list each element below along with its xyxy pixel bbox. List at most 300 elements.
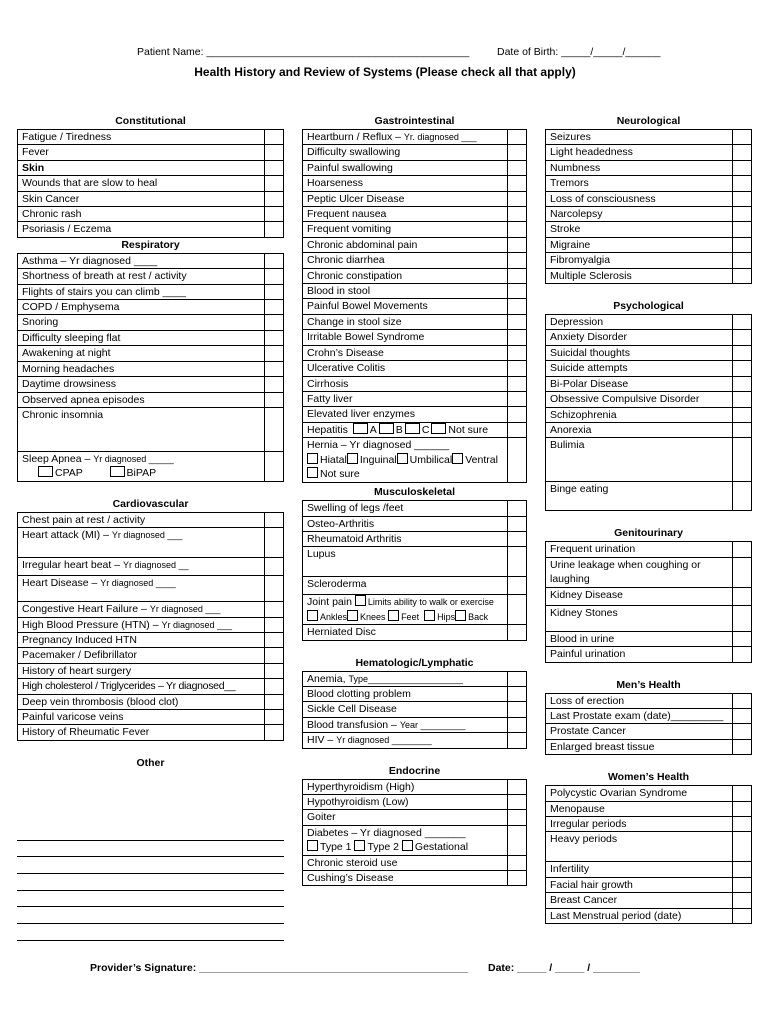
checkbox[interactable]: [508, 207, 527, 222]
inguinal-checkbox[interactable]: [347, 453, 358, 464]
column-middle: [302, 114, 527, 886]
date-of-birth-field[interactable]: Date of Birth: _____/_____/______: [497, 46, 661, 58]
table-row: [303, 686, 527, 701]
item-label: Skin Cancer: [18, 191, 265, 206]
cpap-label: CPAP: [55, 467, 83, 480]
checkbox[interactable]: [733, 693, 752, 708]
item-label: Cushing’s Disease: [303, 871, 508, 886]
table-row: [546, 877, 752, 892]
constitutional-title: Constitutional: [115, 115, 186, 127]
item-label: High cholesterol / Triglycerides – Yr diagnosed__: [18, 679, 265, 694]
checkbox[interactable]: [265, 663, 284, 678]
item-label: Schizophrenia: [546, 407, 733, 422]
checkbox[interactable]: [265, 617, 284, 632]
checkbox[interactable]: [733, 893, 752, 908]
table-row: [18, 648, 284, 663]
table-row: [546, 145, 752, 160]
chf-cell: [18, 602, 265, 617]
ankles-checkbox[interactable]: [307, 610, 318, 621]
checkbox[interactable]: [508, 871, 527, 886]
checkbox[interactable]: [265, 602, 284, 617]
table-row: [303, 422, 527, 437]
table-row: [303, 795, 527, 810]
table-row: [303, 717, 527, 732]
gastrointestinal-table: [302, 129, 527, 483]
table-row: [303, 825, 527, 855]
item-label: Last Prostate exam (date)_________: [546, 708, 733, 723]
checkbox[interactable]: [733, 605, 752, 631]
checkbox[interactable]: [733, 786, 752, 801]
checkbox[interactable]: [508, 702, 527, 717]
page-title: Health History and Review of Systems (Please check all that apply): [194, 65, 576, 79]
item-label: Irregular periods: [546, 816, 733, 831]
table-row: [546, 605, 752, 631]
htn-cell: [18, 617, 265, 632]
write-line[interactable]: [17, 824, 284, 841]
checkbox[interactable]: [733, 422, 752, 437]
knees-checkbox[interactable]: [347, 610, 358, 621]
item-label: COPD / Emphysema: [18, 300, 265, 315]
checkbox[interactable]: [733, 145, 752, 160]
checkbox[interactable]: [508, 268, 527, 283]
respiratory-table: [17, 253, 284, 482]
womens-health-title: Women’s Health: [607, 771, 690, 784]
hernia-not-sure-label: Not sure: [320, 467, 360, 480]
checkbox[interactable]: [265, 407, 284, 451]
table-row: [18, 176, 284, 191]
hematologic-title: Hematologic/Lymphatic: [355, 656, 474, 669]
checkbox[interactable]: [508, 222, 527, 237]
item-label: Frequent vomiting: [303, 222, 508, 237]
table-row: [18, 602, 284, 617]
table-row: [546, 191, 752, 206]
checkbox[interactable]: [508, 145, 527, 160]
item-label: Asthma – Yr diagnosed ____: [18, 253, 265, 268]
checkbox[interactable]: [508, 625, 527, 640]
limits-label: Limits ability to walk or exercise: [367, 597, 494, 608]
checkbox[interactable]: [733, 647, 752, 662]
hepatitis-a-label: A: [369, 423, 377, 436]
year-field: Yr diagnosed ___: [149, 604, 221, 615]
table-row: [18, 679, 284, 694]
table-row: [18, 617, 284, 632]
write-line[interactable]: [17, 891, 284, 908]
gestational-checkbox[interactable]: [402, 840, 413, 851]
checkbox[interactable]: [733, 862, 752, 877]
table-row: [546, 176, 752, 191]
item-label: Enlarged breast tissue: [546, 739, 733, 754]
checkbox[interactable]: [733, 253, 752, 268]
table-row: [546, 130, 752, 145]
item-label: Awakening at night: [18, 346, 265, 361]
item-label: Herniated Disc: [303, 625, 508, 640]
checkbox[interactable]: [265, 284, 284, 299]
feet-checkbox[interactable]: [388, 610, 399, 621]
checkbox[interactable]: [508, 391, 527, 406]
checkbox[interactable]: [508, 516, 527, 531]
checkbox[interactable]: [265, 207, 284, 222]
checkbox[interactable]: [265, 709, 284, 724]
checkbox[interactable]: [508, 671, 527, 686]
checkbox[interactable]: [265, 648, 284, 663]
table-row: [546, 724, 752, 739]
table-row: [18, 451, 284, 481]
hepatitis-c-checkbox[interactable]: [405, 423, 420, 434]
signature-date-field[interactable]: Date: _____ / _____ / ________: [488, 962, 640, 974]
limits-checkbox[interactable]: [355, 595, 366, 606]
checkbox[interactable]: [508, 577, 527, 595]
table-row: [303, 130, 527, 145]
checkbox[interactable]: [265, 377, 284, 392]
checkbox[interactable]: [508, 733, 527, 748]
checkbox[interactable]: [265, 145, 284, 160]
hips-checkbox[interactable]: [424, 610, 435, 621]
musculoskeletal-title: Musculoskeletal: [373, 486, 456, 499]
write-line[interactable]: [17, 841, 284, 858]
checkbox[interactable]: [508, 547, 527, 577]
item-label: Hoarseness: [303, 176, 508, 191]
checkbox[interactable]: [265, 361, 284, 376]
type2-label: Type 2: [367, 841, 399, 854]
item-label: High Blood Pressure (HTN) –: [22, 618, 162, 631]
checkbox[interactable]: [508, 855, 527, 870]
checkbox[interactable]: [508, 361, 527, 376]
checkbox[interactable]: [733, 708, 752, 723]
checkbox[interactable]: [508, 825, 527, 855]
gastrointestinal-title: Gastrointestinal: [374, 115, 455, 127]
checkbox[interactable]: [733, 908, 752, 923]
table-row: [546, 862, 752, 877]
item-label: Fever: [18, 145, 265, 160]
table-row: [546, 693, 752, 708]
checkbox[interactable]: [733, 268, 752, 283]
item-label: History of heart surgery: [18, 663, 265, 678]
hernia-label: Hernia – Yr diagnosed ______: [307, 439, 450, 452]
item-label: History of Rheumatic Fever: [18, 725, 265, 740]
checkbox[interactable]: [508, 253, 527, 268]
checkbox[interactable]: [265, 451, 284, 481]
endocrine-title: Endocrine: [388, 764, 441, 777]
item-label: Daytime drowsiness: [18, 377, 265, 392]
checkbox[interactable]: [265, 253, 284, 268]
table-row: [303, 702, 527, 717]
table-row: [303, 376, 527, 391]
item-label: Pacemaker / Defibrillator: [18, 648, 265, 663]
checkbox[interactable]: [733, 237, 752, 252]
item-label: Deep vein thrombosis (blood clot): [18, 694, 265, 709]
hepatitis-label: Hepatitis: [307, 423, 348, 436]
checkbox[interactable]: [733, 392, 752, 407]
table-row: [18, 377, 284, 392]
hepatitis-cell: [303, 422, 508, 437]
back-checkbox[interactable]: [455, 610, 466, 621]
checkbox[interactable]: [733, 160, 752, 175]
checkbox[interactable]: [265, 632, 284, 647]
hernia-not-sure-checkbox[interactable]: [307, 467, 318, 478]
item-label: Snoring: [18, 315, 265, 330]
table-row: [303, 345, 527, 360]
item-label: Irritable Bowel Syndrome: [303, 330, 508, 345]
hepatitis-b-checkbox[interactable]: [379, 423, 394, 434]
checkbox[interactable]: [265, 315, 284, 330]
item-label: Chronic abdominal pain: [303, 237, 508, 252]
inguinal-label: Inguinal: [359, 453, 397, 466]
item-label: Crohn’s Disease: [303, 345, 508, 360]
checkbox[interactable]: [265, 528, 284, 558]
item-label: Light headedness: [546, 145, 733, 160]
table-row: [303, 595, 527, 625]
heart-attack-cell: [18, 528, 265, 558]
checkbox[interactable]: [265, 191, 284, 206]
checkbox[interactable]: [265, 269, 284, 284]
table-row: [546, 587, 752, 605]
table-row: [546, 557, 752, 587]
table-row: [546, 482, 752, 511]
checkbox[interactable]: [733, 176, 752, 191]
constitutional-table: [17, 129, 284, 238]
checkbox[interactable]: [265, 558, 284, 576]
checkbox[interactable]: [733, 376, 752, 391]
checkbox[interactable]: [508, 284, 527, 299]
checkbox[interactable]: [733, 877, 752, 892]
checkbox[interactable]: [733, 587, 752, 605]
table-row: [546, 345, 752, 360]
type2-checkbox[interactable]: [354, 840, 365, 851]
item-label: Numbness: [546, 160, 733, 175]
table-row: [546, 330, 752, 345]
item-label: Depression: [546, 315, 733, 330]
table-row: [546, 422, 752, 437]
checkbox[interactable]: [265, 330, 284, 345]
item-label: Migraine: [546, 237, 733, 252]
item-label: Shortness of breath at rest / activity: [18, 269, 265, 284]
table-row: [546, 207, 752, 222]
diabetes-cell: [303, 825, 508, 855]
checkbox[interactable]: [508, 595, 527, 625]
table-row: [18, 269, 284, 284]
item-label: Blood transfusion –: [307, 718, 400, 731]
checkbox[interactable]: [508, 407, 527, 422]
checkbox[interactable]: [733, 130, 752, 145]
item-label: Urine leakage when coughing or laughing: [546, 557, 733, 587]
checkbox[interactable]: [733, 361, 752, 376]
checkbox[interactable]: [265, 300, 284, 315]
item-label: Blood in urine: [546, 631, 733, 646]
item-label: Lupus: [303, 547, 508, 577]
checkbox[interactable]: [508, 376, 527, 391]
table-row: [18, 528, 284, 558]
item-label: Ulcerative Colitis: [303, 361, 508, 376]
psychological-title: Psychological: [613, 300, 684, 313]
endocrine-table: [302, 779, 527, 887]
checkbox[interactable]: [733, 542, 752, 557]
item-label: Heart Disease –: [22, 577, 101, 590]
year-field: Yr. diagnosed ___: [403, 132, 477, 142]
bipap-checkbox[interactable]: [110, 466, 125, 477]
item-label: Heartburn / Reflux –: [307, 131, 404, 143]
table-row: [18, 694, 284, 709]
type-field: Type___________________: [348, 673, 464, 684]
table-row: [546, 222, 752, 237]
cpap-checkbox[interactable]: [38, 466, 53, 477]
table-row: [18, 663, 284, 678]
checkbox[interactable]: [265, 222, 284, 237]
table-row: [18, 160, 284, 175]
item-label: Blood in stool: [303, 284, 508, 299]
item-label: Fatty liver: [303, 391, 508, 406]
item-label: Rheumatoid Arthritis: [303, 531, 508, 546]
item-label: Fatigue / Tiredness: [18, 130, 265, 145]
item-label: Binge eating: [546, 482, 733, 511]
table-row: [546, 253, 752, 268]
checkbox[interactable]: [733, 315, 752, 330]
item-label: Fibromyalgia: [546, 253, 733, 268]
checkbox[interactable]: [508, 810, 527, 825]
checkbox[interactable]: [508, 345, 527, 360]
checkbox[interactable]: [733, 557, 752, 587]
item-label: Morning headaches: [18, 361, 265, 376]
table-row: [303, 671, 527, 686]
item-label: Narcolepsy: [546, 207, 733, 222]
mens-health-table: [545, 693, 752, 756]
table-row: [18, 512, 284, 527]
item-label: Observed apnea episodes: [18, 392, 265, 407]
hiatal-checkbox[interactable]: [307, 453, 318, 464]
checkbox[interactable]: [733, 724, 752, 739]
table-row: [546, 237, 752, 252]
feet-label: Feet: [401, 611, 420, 622]
checkbox[interactable]: [508, 438, 527, 483]
item-label: Multiple Sclerosis: [546, 268, 733, 283]
table-row: [303, 330, 527, 345]
checkbox[interactable]: [508, 191, 527, 206]
checkbox[interactable]: [508, 795, 527, 810]
sleep-apnea-year: Yr diagnosed _____: [93, 453, 174, 464]
checkbox[interactable]: [508, 501, 527, 516]
checkbox[interactable]: [265, 130, 284, 145]
anemia-cell: [303, 671, 508, 686]
checkbox[interactable]: [733, 739, 752, 754]
type1-checkbox[interactable]: [307, 840, 318, 851]
knees-label: Knees: [360, 611, 386, 622]
checkbox[interactable]: [508, 717, 527, 732]
checkbox[interactable]: [733, 330, 752, 345]
item-label: Bi-Polar Disease: [546, 376, 733, 391]
irregular-cell: [18, 558, 265, 576]
item-label: Goiter: [303, 810, 508, 825]
ventral-checkbox[interactable]: [452, 453, 463, 464]
checkbox[interactable]: [265, 725, 284, 740]
checkbox[interactable]: [508, 686, 527, 701]
umbilical-checkbox[interactable]: [397, 453, 408, 464]
checkbox[interactable]: [733, 191, 752, 206]
checkbox[interactable]: [733, 407, 752, 422]
write-line[interactable]: [17, 924, 284, 941]
checkbox[interactable]: [508, 176, 527, 191]
item-label: Bulimia: [546, 438, 733, 482]
skin-title: Skin: [18, 160, 265, 175]
checkbox[interactable]: [265, 176, 284, 191]
checkbox[interactable]: [265, 392, 284, 407]
sleep-apnea-cell: [18, 451, 265, 481]
checkbox[interactable]: [733, 631, 752, 646]
table-row: [546, 438, 752, 482]
table-row: [18, 207, 284, 222]
checkbox[interactable]: [508, 779, 527, 794]
table-row: [18, 361, 284, 376]
table-row: [18, 330, 284, 345]
item-label: Frequent nausea: [303, 207, 508, 222]
hepatitis-not-sure-checkbox[interactable]: [431, 423, 446, 434]
item-label: Infertility: [546, 862, 733, 877]
other-write-lines[interactable]: [17, 824, 284, 941]
checkbox[interactable]: [733, 438, 752, 482]
checkbox[interactable]: [508, 531, 527, 546]
checkbox[interactable]: [508, 160, 527, 175]
checkbox[interactable]: [265, 679, 284, 694]
table-row: [303, 268, 527, 283]
checkbox[interactable]: [508, 130, 527, 145]
checkbox[interactable]: [265, 512, 284, 527]
genitourinary-title: Genitourinary: [614, 527, 683, 540]
hernia-cell: [303, 438, 508, 483]
table-row: [18, 130, 284, 145]
checkbox[interactable]: [265, 694, 284, 709]
table-row: [303, 391, 527, 406]
checkbox[interactable]: [733, 482, 752, 511]
table-row: [546, 392, 752, 407]
table-row: [18, 392, 284, 407]
item-label: Osteo-Arthritis: [303, 516, 508, 531]
checkbox[interactable]: [265, 160, 284, 175]
checkbox[interactable]: [265, 576, 284, 602]
cardiovascular-table: [17, 512, 284, 741]
hiatal-label: Hiatal: [320, 453, 347, 466]
hips-label: Hips: [437, 611, 456, 622]
item-label: Flights of stairs you can climb ____: [18, 284, 265, 299]
item-label: Anorexia: [546, 422, 733, 437]
checkbox[interactable]: [733, 816, 752, 831]
item-label: Facial hair growth: [546, 877, 733, 892]
provider-signature-field[interactable]: Provider’s Signature: ______________________________________________: [90, 962, 468, 974]
checkbox[interactable]: [508, 237, 527, 252]
checkbox[interactable]: [733, 222, 752, 237]
table-row: [546, 816, 752, 831]
joint-pain-label: Joint pain: [307, 596, 352, 609]
table-row: [546, 647, 752, 662]
hepatitis-a-checkbox[interactable]: [353, 423, 368, 434]
neurological-table: [545, 129, 752, 284]
type1-label: Type 1: [320, 841, 352, 854]
checkbox[interactable]: [508, 422, 527, 437]
checkbox[interactable]: [508, 330, 527, 345]
checkbox[interactable]: [265, 346, 284, 361]
item-label: Pregnancy Induced HTN: [18, 632, 265, 647]
checkbox[interactable]: [733, 345, 752, 360]
checkbox[interactable]: [733, 801, 752, 816]
table-row: [303, 855, 527, 870]
write-line[interactable]: [17, 857, 284, 874]
table-row: [303, 516, 527, 531]
write-line[interactable]: [17, 874, 284, 891]
checkbox[interactable]: [508, 299, 527, 314]
write-line[interactable]: [17, 907, 284, 924]
checkbox[interactable]: [508, 314, 527, 329]
patient-name-field[interactable]: Patient Name: _____________________________________________: [137, 46, 470, 58]
checkbox[interactable]: [733, 207, 752, 222]
table-row: [546, 786, 752, 801]
checkbox[interactable]: [733, 832, 752, 862]
